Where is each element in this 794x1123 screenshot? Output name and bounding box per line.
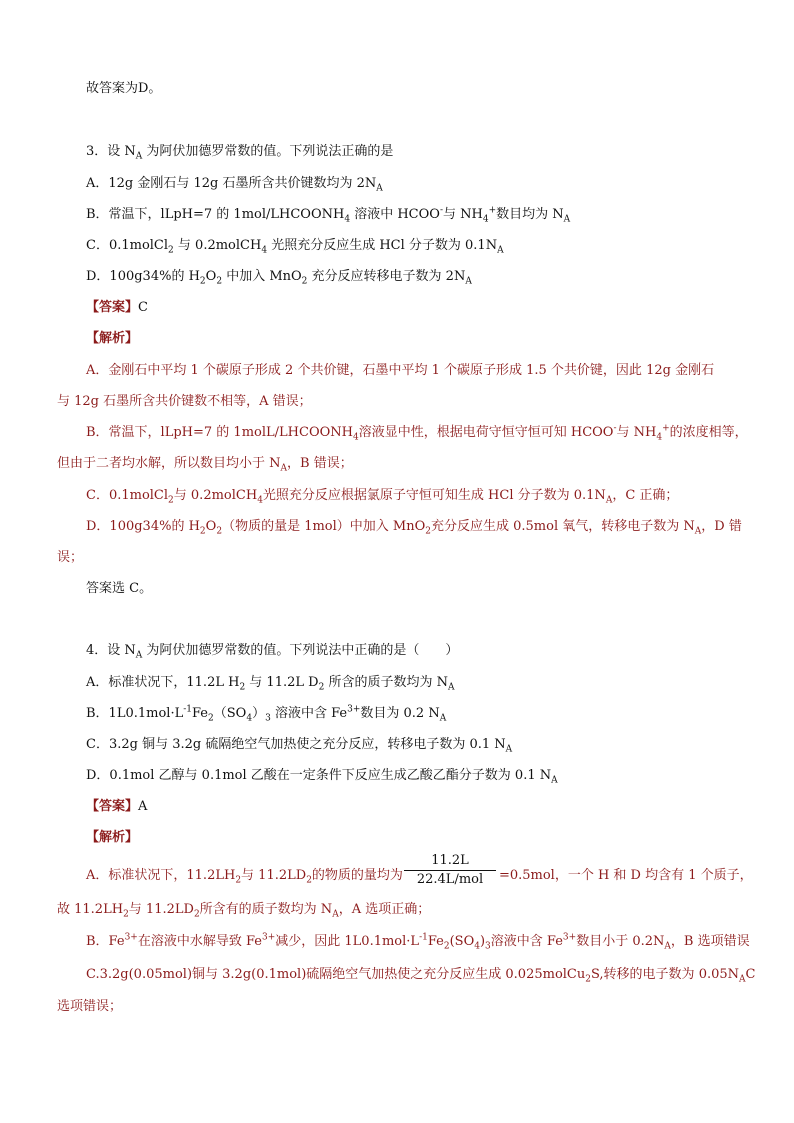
q3-exp-b-line2: 但由于二者均水解，所以数目均小于 $N_A$，B 错误； — [57, 456, 353, 474]
q3-exp-c: C．0.1molCl$_2$与 0.2molCH$_4$光照充分反应根据氯原子守恒可知生成 HCl 分子数为 $0.1N_A$，C 正确； — [86, 488, 679, 506]
q3-option-c: C．0.1molCl$_2$ 与 0.2molCH$_4$ 光照充分反应生成 HCl 分子数为 $0.1N_A$ — [86, 238, 504, 256]
q3-exp-b-line1: B．常温下，lLpH=7 的 $1molL/LHCOONH_4$溶液显中性，根据电荷守恒守恒可知 HCOO-与 $NH_4^+$的浓度相等， — [86, 423, 748, 443]
q3-option-a: A．12g 金刚石与 12g 石墨所含共价键数均为 $2N_A$ — [86, 176, 383, 194]
q3-exp-a-line2: 与 12g 石墨所含共价键数不相等，A 错误； — [57, 394, 312, 409]
q3-option-d: D．100g34%的 $H_2O_2$ 中加入 MnO$_2$ 充分反应转移电子数为 $2N_A$ — [86, 269, 472, 287]
q4-option-c: C．3.2g 铜与 3.2g 硫隔绝空气加热使之充分反应，转移电子数为 0.1 $N_A$ — [86, 737, 513, 755]
q4-option-d: D．0.1mol 乙醇与 0.1mol 乙酸在一定条件下反应生成乙酸乙酯分子数为 0.1 $N_A$ — [86, 768, 558, 786]
fraction-bar — [404, 870, 496, 871]
q4-option-b: B．$1L0.1mol\cdot L^{-1}Fe_2(SO_4)_3$ 溶液中含 $Fe^{3+}$数目为 0.2 $N_A$ — [86, 704, 447, 724]
q4-exp-a-line1: A．标准状况下，$11.2LH_2$与 $11.2LD_2$的物质的量均为 =0.5mol，一个 H 和 D 均含有 1 个质子， — [86, 868, 753, 886]
fraction-numerator: 11.2L — [431, 853, 469, 868]
q4-option-a: A．标准状况下，11.2L $H_2$ 与 11.2L $D_2$ 所含的质子数均为 $N_A$ — [86, 675, 455, 693]
q3-analysis-label: 【解析】 — [86, 331, 139, 346]
molar-fraction — [404, 853, 496, 888]
q4-answer: 【答案】A — [86, 799, 148, 814]
q4-exp-c-line1: C.3.2g(0.05mol)铜与 3.2g(0.1mol)硫隔绝空气加热使之充分反应生成 0.025molCu$_2$S,转移的电子数为 $0.05N_AC$ — [86, 967, 756, 985]
fraction-denominator: 22.4L/mol — [416, 872, 484, 887]
prev-conclusion: 故答案为D。 — [86, 81, 162, 96]
q3-conclusion: 答案选 C。 — [86, 581, 153, 596]
q3-exp-d-line2: 误； — [57, 550, 84, 565]
q4-stem: 4．设 $N_A$ 为阿伏加德罗常数的值。下列说法中正确的是（ ） — [86, 643, 459, 661]
q4-exp-c-line2: 选项错误； — [57, 999, 123, 1014]
q4-exp-a-line2: 故 $11.2LH_2$与 $11.2LD_2$所含有的质子数均为 $N_A$，A 选项正确； — [57, 902, 431, 920]
q4-analysis-label: 【解析】 — [86, 830, 139, 845]
q3-exp-a-line1: A．金刚石中平均 1 个碳原子形成 2 个共价键，石墨中平均 1 个碳原子形成 1.5 个共价键，因此 12g 金刚石 — [86, 363, 715, 378]
q3-answer: 【答案】C — [86, 300, 148, 315]
q4-exp-b: B．$Fe^{3+}$在溶液中水解导致 $Fe^{3+}$减少，因此 $1L0.1mol\cdot L^{-1}Fe_2(SO_4)_3$溶液中含 $Fe^{3+}$数目小于 $0.2N_A$，B 选项错误 — [86, 932, 750, 952]
q3-stem: 3．设 $N_A$ 为阿伏加德罗常数的值。下列说法正确的是 — [86, 144, 394, 162]
q3-option-b: B．常温下，lLpH=7 的 $1mol/LHCOONH_4$ 溶液中 HCOO-与 $NH_4^+$数目均为 $N_A$ — [86, 205, 571, 225]
q3-exp-d-line1: D．100g34%的 $H_2O_2$（物质的量是 1mol）中加入 MnO$_2$充分反应生成 0.5mol 氧气，转移电子数为 $N_A$，D 错 — [86, 519, 742, 537]
